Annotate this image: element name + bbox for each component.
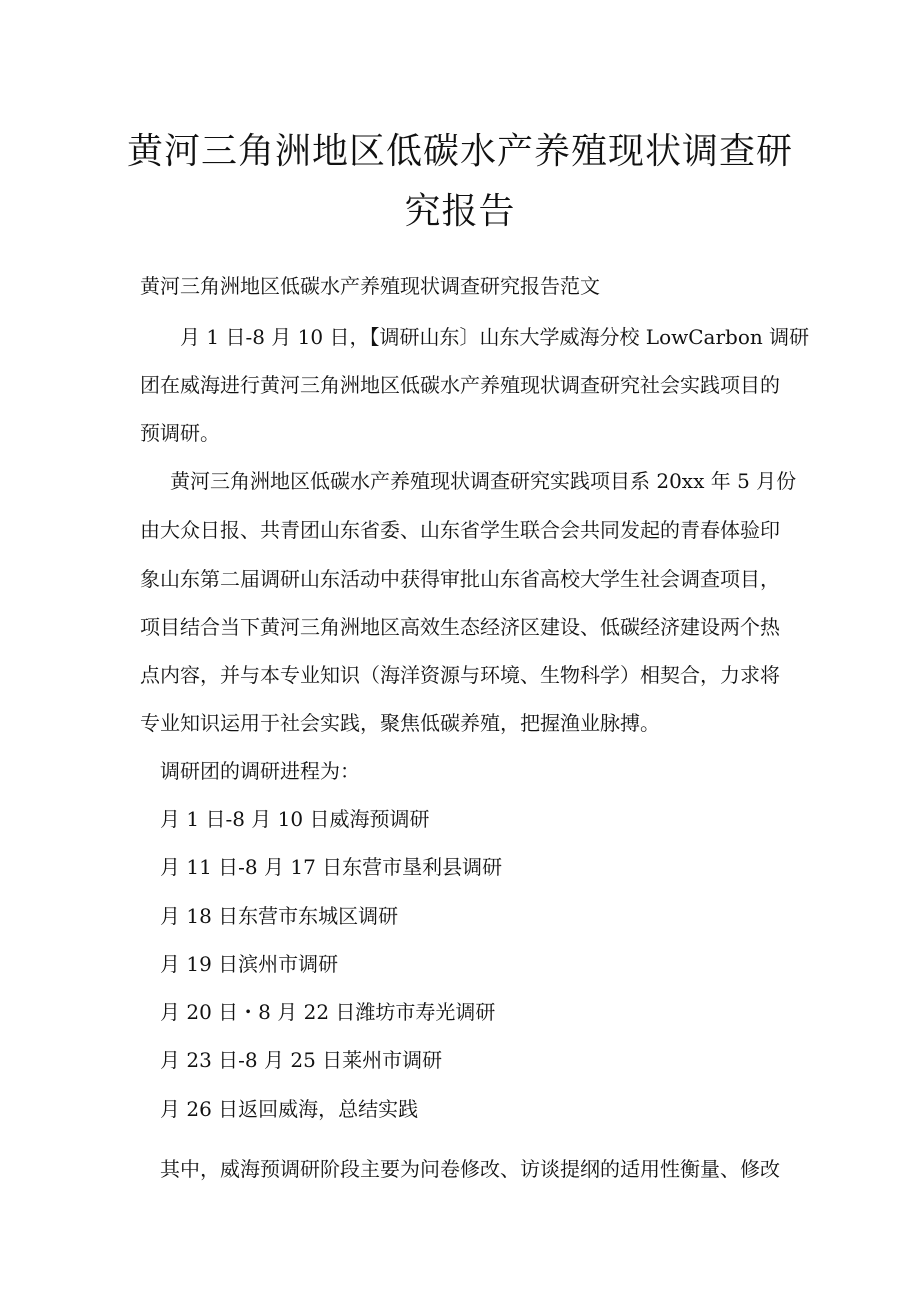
schedule-item: 月 1 日-8 月 10 日威海预调研 xyxy=(160,807,430,831)
paragraph-2-line-1: 黄河三角洲地区低碳水产养殖现状调查研究实践项目系 20xx 年 5 月份 xyxy=(170,469,797,493)
paragraph-2-line-4: 项目结合当下黄河三角洲地区高效生态经济区建设、低碳经济建设两个热 xyxy=(140,615,780,639)
paragraph-1-line-1: 月 1 日-8 月 10 日，【调研山东〕山东大学威海分校 LowCarbon 调研 xyxy=(180,325,810,349)
schedule-item: 月 19 日滨州市调研 xyxy=(160,952,339,976)
paragraph-1-line-3: 预调研。 xyxy=(140,421,220,445)
paragraph-2-line-5: 点内容，并与本专业知识（海洋资源与环境、生物科学）相契合，力求将 xyxy=(140,663,780,687)
schedule-item: 月 18 日东营市东城区调研 xyxy=(160,904,399,928)
schedule-item: 月 11 日-8 月 17 日东营市垦利县调研 xyxy=(160,855,503,879)
schedule-item: 月 23 日-8 月 25 日莱州市调研 xyxy=(160,1048,443,1072)
document-title-line-1: 黄河三角洲地区低碳水产养殖现状调查研 xyxy=(126,131,793,172)
document-title-line-2: 究报告 xyxy=(404,191,516,232)
closing-paragraph-line-1: 其中，威海预调研阶段主要为问卷修改、访谈提纲的适用性衡量、修改 xyxy=(160,1157,780,1181)
schedule-heading: 调研团的调研进程为： xyxy=(160,759,360,783)
paragraph-1-line-2: 团在威海进行黄河三角洲地区低碳水产养殖现状调查研究社会实践项目的 xyxy=(140,373,780,397)
schedule-item: 月 20 日・8 月 22 日潍坊市寿光调研 xyxy=(160,1000,496,1024)
paragraph-2-line-3: 象山东第二届调研山东活动中获得审批山东省高校大学生社会调查项目， xyxy=(140,567,780,591)
document-subtitle: 黄河三角洲地区低碳水产养殖现状调查研究报告范文 xyxy=(140,274,600,298)
schedule-item: 月 26 日返回威海，总结实践 xyxy=(160,1097,419,1121)
paragraph-2-line-2: 由大众日报、共青团山东省委、山东省学生联合会共同发起的青春体验印 xyxy=(140,518,780,542)
paragraph-2-line-6: 专业知识运用于社会实践，聚焦低碳养殖，把握渔业脉搏。 xyxy=(140,711,660,735)
